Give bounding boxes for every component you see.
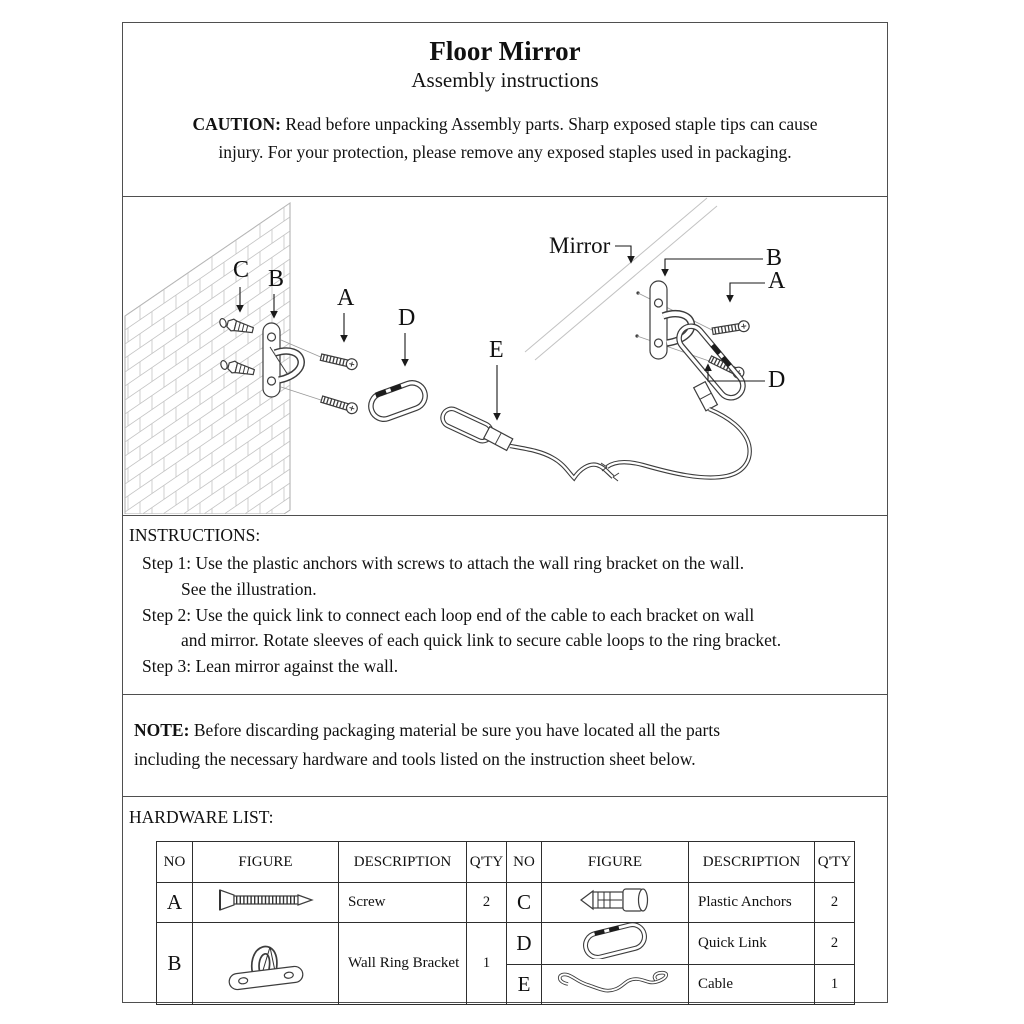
- note-line-2: including the necessary hardware and tools listed on the instruction sheet below.: [134, 749, 696, 769]
- instructions-section: [123, 515, 887, 694]
- wall-ring-bracket-figure-icon: [193, 923, 339, 1005]
- hardware-row-a-c: [157, 883, 855, 923]
- diagram-label-bracket: B: [268, 266, 285, 292]
- note-text-1: Before discarding packaging material be sure you have located all the parts: [193, 720, 721, 740]
- hardware-section: [123, 796, 887, 1016]
- page-title: Floor Mirror: [429, 36, 581, 66]
- hardware-table: [156, 841, 855, 1005]
- cable-figure-icon: [542, 965, 689, 1005]
- col-description-right: DESCRIPTION: [689, 842, 815, 883]
- col-no-right: NO: [507, 842, 542, 883]
- step-2-line: Step 2: Use the quick link to connect each loop end of the cable to each bracket on wall: [142, 604, 755, 625]
- screw-figure-icon: [193, 883, 339, 923]
- hardware-row-b-d: [157, 923, 855, 965]
- cable-icon: [440, 406, 619, 481]
- caution-line-1: [123, 110, 887, 138]
- quick-link-icon: [367, 379, 429, 423]
- plastic-anchor-figure-icon: [542, 883, 689, 923]
- instruction-steps: [129, 551, 877, 680]
- diagram-label-cable: E: [489, 337, 504, 363]
- screws-icon: [320, 352, 359, 415]
- note-section: [123, 694, 887, 796]
- col-qty-right: Q'TY: [815, 842, 855, 883]
- part-qty: 1: [815, 965, 855, 1005]
- diagram-label-quick-link-mirror: D: [768, 367, 786, 393]
- mirror-bracket-assembly-icon: [601, 281, 750, 478]
- hardware-header-row: [157, 842, 855, 883]
- caution-label: CAUTION:: [192, 114, 281, 134]
- note-label: NOTE:: [134, 720, 190, 740]
- part-qty: 1: [467, 923, 507, 1005]
- step-1-line: Step 1: Use the plastic anchors with screws to attach the wall ring bracket on the wall.: [142, 553, 745, 573]
- col-no-left: NO: [157, 842, 193, 883]
- step-1-line-cont: See the illustration.: [181, 578, 317, 599]
- title-section: [123, 35, 887, 196]
- hardware-heading: HARDWARE LIST:: [129, 807, 274, 827]
- col-qty-left: Q'TY: [467, 842, 507, 883]
- step-3-line: Step 3: Lean mirror against the wall.: [142, 656, 399, 677]
- caution-paragraph: [123, 110, 887, 166]
- part-description: Wall Ring Bracket: [339, 923, 467, 1005]
- page-subtitle: Assembly instructions: [411, 68, 599, 92]
- instructions-heading: INSTRUCTIONS:: [129, 525, 261, 545]
- part-no: B: [157, 923, 193, 1005]
- part-no: D: [507, 923, 542, 965]
- part-no: E: [507, 965, 542, 1005]
- part-description: Screw: [339, 883, 467, 923]
- part-description: Quick Link: [689, 923, 815, 965]
- diagram-label-mirror: Mirror: [549, 233, 611, 258]
- note-line-1: [134, 716, 873, 745]
- diagram-label-bracket-mirror: B: [766, 245, 783, 271]
- caution-line-2: injury. For your protection, please remove any exposed staples used in packaging.: [218, 142, 792, 162]
- quick-link-figure-icon: [542, 923, 689, 965]
- part-description: Plastic Anchors: [689, 883, 815, 923]
- part-qty: 2: [815, 923, 855, 965]
- part-no: A: [157, 883, 193, 923]
- part-description: Cable: [689, 965, 815, 1005]
- col-description-left: DESCRIPTION: [339, 842, 467, 883]
- caution-text-1: Read before unpacking Assembly parts. Sharp exposed staple tips can cause: [285, 114, 818, 134]
- col-figure-right: FIGURE: [542, 842, 689, 883]
- illustration-section: [123, 196, 887, 515]
- part-qty: 2: [815, 883, 855, 923]
- diagram-label-anchor: C: [233, 257, 250, 283]
- diagram-label-quick-link: D: [398, 305, 416, 331]
- diagram-label-screw-mirror: A: [768, 268, 786, 294]
- diagram-label-screw: A: [337, 285, 355, 311]
- document-page: [122, 22, 888, 1003]
- part-qty: 2: [467, 883, 507, 923]
- step-2-line-cont: and mirror. Rotate sleeves of each quick link to secure cable loops to the ring bracket.: [181, 630, 782, 651]
- part-no: C: [507, 883, 542, 923]
- col-figure-left: FIGURE: [193, 842, 339, 883]
